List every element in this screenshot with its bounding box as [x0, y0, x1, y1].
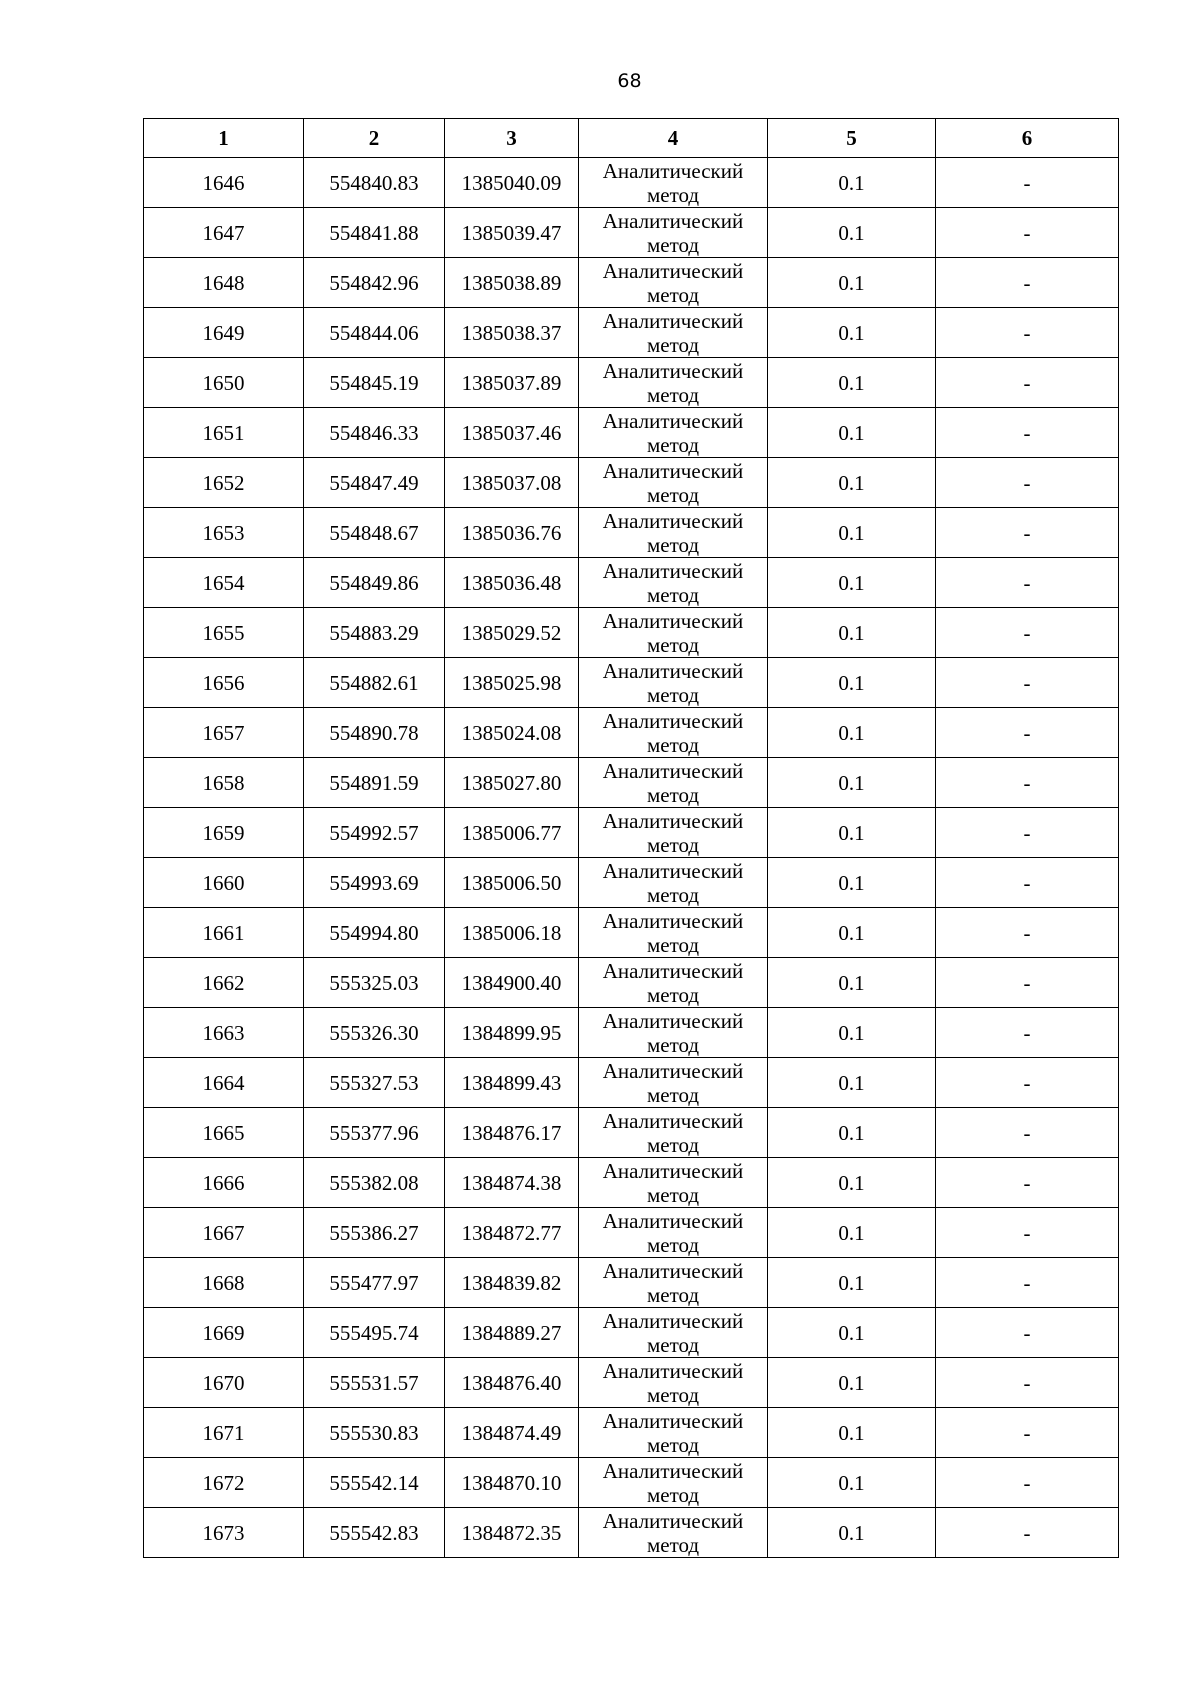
- coordinate-y-cell: 1385037.46: [445, 408, 579, 458]
- coordinate-x-cell: 555531.57: [304, 1358, 445, 1408]
- method-line-2: метод: [646, 882, 700, 907]
- accuracy-cell: 0.1: [768, 1308, 936, 1358]
- point-number-cell: 1665: [144, 1108, 304, 1158]
- method-cell: [579, 1508, 768, 1558]
- coordinate-x-cell: 555326.30: [304, 1008, 445, 1058]
- method-line-1: Аналитический: [602, 1508, 744, 1533]
- accuracy-cell: 0.1: [768, 308, 936, 358]
- method-cell: [579, 1108, 768, 1158]
- method-line-2: метод: [646, 182, 700, 207]
- point-number-cell: 1673: [144, 1508, 304, 1558]
- method-cell: [579, 558, 768, 608]
- method-line-2: метод: [646, 282, 700, 307]
- method-line-1: Аналитический: [602, 1058, 744, 1083]
- header-col-1: 1: [144, 119, 304, 158]
- accuracy-cell: 0.1: [768, 808, 936, 858]
- method-line-1: Аналитический: [602, 1008, 744, 1033]
- accuracy-cell: 0.1: [768, 208, 936, 258]
- point-number-cell: 1650: [144, 358, 304, 408]
- table-row: [144, 408, 1119, 458]
- table-row: [144, 608, 1119, 658]
- coordinate-y-cell: 1384839.82: [445, 1258, 579, 1308]
- method-line-1: Аналитический: [602, 708, 744, 733]
- header-col-4: 4: [579, 119, 768, 158]
- point-number-cell: 1662: [144, 958, 304, 1008]
- point-number-cell: 1654: [144, 558, 304, 608]
- note-cell: -: [936, 208, 1119, 258]
- method-line-2: метод: [646, 482, 700, 507]
- method-cell: [579, 808, 768, 858]
- table-row: [144, 758, 1119, 808]
- note-cell: -: [936, 958, 1119, 1008]
- method-cell: [579, 1458, 768, 1508]
- table-row: [144, 208, 1119, 258]
- accuracy-cell: 0.1: [768, 1108, 936, 1158]
- point-number-cell: 1653: [144, 508, 304, 558]
- accuracy-cell: 0.1: [768, 1358, 936, 1408]
- method-line-2: метод: [646, 232, 700, 257]
- coordinate-y-cell: 1384874.49: [445, 1408, 579, 1458]
- method-cell: [579, 458, 768, 508]
- coordinate-x-cell: 554840.83: [304, 158, 445, 208]
- table-row: [144, 258, 1119, 308]
- accuracy-cell: 0.1: [768, 258, 936, 308]
- table-row: [144, 1008, 1119, 1058]
- coordinate-x-cell: 554846.33: [304, 408, 445, 458]
- accuracy-cell: 0.1: [768, 708, 936, 758]
- coordinate-x-cell: 554847.49: [304, 458, 445, 508]
- point-number-cell: 1668: [144, 1258, 304, 1308]
- coordinate-x-cell: 554841.88: [304, 208, 445, 258]
- accuracy-cell: 0.1: [768, 1508, 936, 1558]
- method-line-2: метод: [646, 432, 700, 457]
- method-line-2: метод: [646, 1282, 700, 1307]
- method-cell: [579, 158, 768, 208]
- coordinate-y-cell: 1385025.98: [445, 658, 579, 708]
- note-cell: -: [936, 1058, 1119, 1108]
- method-cell: [579, 958, 768, 1008]
- point-number-cell: 1647: [144, 208, 304, 258]
- method-cell: [579, 308, 768, 358]
- coordinate-y-cell: 1385006.77: [445, 808, 579, 858]
- header-col-6: 6: [936, 119, 1119, 158]
- accuracy-cell: 0.1: [768, 1458, 936, 1508]
- table-row: [144, 1508, 1119, 1558]
- method-line-1: Аналитический: [602, 408, 744, 433]
- coordinate-y-cell: 1384874.38: [445, 1158, 579, 1208]
- point-number-cell: 1659: [144, 808, 304, 858]
- method-cell: [579, 1308, 768, 1358]
- coordinate-x-cell: 554891.59: [304, 758, 445, 808]
- table-row: [144, 1258, 1119, 1308]
- method-line-2: метод: [646, 582, 700, 607]
- note-cell: -: [936, 158, 1119, 208]
- method-line-2: метод: [646, 732, 700, 757]
- coordinate-x-cell: 554845.19: [304, 358, 445, 408]
- method-line-2: метод: [646, 982, 700, 1007]
- method-line-1: Аналитический: [602, 1308, 744, 1333]
- coordinate-x-cell: 555327.53: [304, 1058, 445, 1108]
- method-line-1: Аналитический: [602, 1408, 744, 1433]
- coordinate-x-cell: 555542.83: [304, 1508, 445, 1558]
- method-line-1: Аналитический: [602, 858, 744, 883]
- method-line-1: Аналитический: [602, 658, 744, 683]
- method-line-2: метод: [646, 1182, 700, 1207]
- table-row: [144, 1058, 1119, 1108]
- accuracy-cell: 0.1: [768, 1208, 936, 1258]
- point-number-cell: 1669: [144, 1308, 304, 1358]
- method-line-2: метод: [646, 1132, 700, 1157]
- method-cell: [579, 208, 768, 258]
- point-number-cell: 1664: [144, 1058, 304, 1108]
- coordinate-y-cell: 1384872.35: [445, 1508, 579, 1558]
- coordinates-table: [143, 118, 1119, 1558]
- coordinate-y-cell: 1385039.47: [445, 208, 579, 258]
- table-row: [144, 958, 1119, 1008]
- method-line-1: Аналитический: [602, 1458, 744, 1483]
- accuracy-cell: 0.1: [768, 858, 936, 908]
- accuracy-cell: 0.1: [768, 908, 936, 958]
- coordinate-x-cell: 554883.29: [304, 608, 445, 658]
- note-cell: -: [936, 408, 1119, 458]
- method-line-2: метод: [646, 832, 700, 857]
- method-line-1: Аналитический: [602, 608, 744, 633]
- coordinate-x-cell: 554992.57: [304, 808, 445, 858]
- method-line-1: Аналитический: [602, 158, 744, 183]
- accuracy-cell: 0.1: [768, 1258, 936, 1308]
- note-cell: -: [936, 908, 1119, 958]
- table-row: [144, 1408, 1119, 1458]
- point-number-cell: 1672: [144, 1458, 304, 1508]
- coordinate-x-cell: 554993.69: [304, 858, 445, 908]
- table-row: [144, 1308, 1119, 1358]
- table-row: [144, 1458, 1119, 1508]
- point-number-cell: 1671: [144, 1408, 304, 1458]
- coordinate-y-cell: 1385006.50: [445, 858, 579, 908]
- coordinate-x-cell: 555377.96: [304, 1108, 445, 1158]
- method-line-1: Аналитический: [602, 958, 744, 983]
- point-number-cell: 1658: [144, 758, 304, 808]
- coordinate-y-cell: 1385037.08: [445, 458, 579, 508]
- point-number-cell: 1657: [144, 708, 304, 758]
- coordinate-y-cell: 1384876.17: [445, 1108, 579, 1158]
- accuracy-cell: 0.1: [768, 508, 936, 558]
- note-cell: -: [936, 1008, 1119, 1058]
- note-cell: -: [936, 1458, 1119, 1508]
- coordinate-y-cell: 1384899.43: [445, 1058, 579, 1108]
- coordinate-x-cell: 554882.61: [304, 658, 445, 708]
- note-cell: -: [936, 1158, 1119, 1208]
- point-number-cell: 1667: [144, 1208, 304, 1258]
- header-col-5: 5: [768, 119, 936, 158]
- table-row: [144, 308, 1119, 358]
- table-row: [144, 458, 1119, 508]
- method-cell: [579, 258, 768, 308]
- method-cell: [579, 1358, 768, 1408]
- coordinate-x-cell: 555382.08: [304, 1158, 445, 1208]
- point-number-cell: 1646: [144, 158, 304, 208]
- note-cell: -: [936, 808, 1119, 858]
- table-row: [144, 708, 1119, 758]
- table-row: [144, 1108, 1119, 1158]
- method-line-2: метод: [646, 1082, 700, 1107]
- table-body: [144, 158, 1119, 1558]
- note-cell: -: [936, 1108, 1119, 1158]
- accuracy-cell: 0.1: [768, 358, 936, 408]
- method-line-2: метод: [646, 1382, 700, 1407]
- point-number-cell: 1652: [144, 458, 304, 508]
- method-line-1: Аналитический: [602, 908, 744, 933]
- coordinate-y-cell: 1385038.37: [445, 308, 579, 358]
- method-cell: [579, 658, 768, 708]
- coordinate-y-cell: 1384876.40: [445, 1358, 579, 1408]
- table-row: [144, 658, 1119, 708]
- accuracy-cell: 0.1: [768, 408, 936, 458]
- method-line-2: метод: [646, 1332, 700, 1357]
- table-row: [144, 558, 1119, 608]
- table-row: [144, 358, 1119, 408]
- method-cell: [579, 408, 768, 458]
- method-line-2: метод: [646, 1032, 700, 1057]
- method-line-1: Аналитический: [602, 1258, 744, 1283]
- method-line-1: Аналитический: [602, 258, 744, 283]
- table-row: [144, 508, 1119, 558]
- accuracy-cell: 0.1: [768, 1408, 936, 1458]
- table-row: [144, 158, 1119, 208]
- note-cell: -: [936, 558, 1119, 608]
- method-line-1: Аналитический: [602, 808, 744, 833]
- note-cell: -: [936, 1408, 1119, 1458]
- coordinate-x-cell: 554849.86: [304, 558, 445, 608]
- method-line-1: Аналитический: [602, 1158, 744, 1183]
- point-number-cell: 1660: [144, 858, 304, 908]
- note-cell: -: [936, 1508, 1119, 1558]
- accuracy-cell: 0.1: [768, 158, 936, 208]
- accuracy-cell: 0.1: [768, 1058, 936, 1108]
- method-line-2: метод: [646, 632, 700, 657]
- point-number-cell: 1651: [144, 408, 304, 458]
- note-cell: -: [936, 1358, 1119, 1408]
- point-number-cell: 1649: [144, 308, 304, 358]
- method-cell: [579, 1058, 768, 1108]
- method-line-2: метод: [646, 382, 700, 407]
- point-number-cell: 1666: [144, 1158, 304, 1208]
- method-cell: [579, 1408, 768, 1458]
- coordinate-x-cell: 554842.96: [304, 258, 445, 308]
- note-cell: -: [936, 1308, 1119, 1358]
- coordinate-x-cell: 555495.74: [304, 1308, 445, 1358]
- accuracy-cell: 0.1: [768, 558, 936, 608]
- method-line-1: Аналитический: [602, 558, 744, 583]
- coordinate-y-cell: 1384899.95: [445, 1008, 579, 1058]
- table-row: [144, 908, 1119, 958]
- point-number-cell: 1648: [144, 258, 304, 308]
- method-line-2: метод: [646, 1432, 700, 1457]
- method-cell: [579, 1208, 768, 1258]
- header-col-3: 3: [445, 119, 579, 158]
- coordinate-y-cell: 1385024.08: [445, 708, 579, 758]
- table-row: [144, 1358, 1119, 1408]
- coordinate-y-cell: 1385027.80: [445, 758, 579, 808]
- method-cell: [579, 608, 768, 658]
- method-cell: [579, 1258, 768, 1308]
- table-row: [144, 858, 1119, 908]
- coordinate-y-cell: 1384900.40: [445, 958, 579, 1008]
- method-line-2: метод: [646, 782, 700, 807]
- coordinate-x-cell: 554848.67: [304, 508, 445, 558]
- table-row: [144, 1158, 1119, 1208]
- method-cell: [579, 508, 768, 558]
- coordinate-x-cell: 555325.03: [304, 958, 445, 1008]
- accuracy-cell: 0.1: [768, 658, 936, 708]
- point-number-cell: 1656: [144, 658, 304, 708]
- note-cell: -: [936, 508, 1119, 558]
- method-line-1: Аналитический: [602, 308, 744, 333]
- header-col-2: 2: [304, 119, 445, 158]
- coordinate-x-cell: 555542.14: [304, 1458, 445, 1508]
- note-cell: -: [936, 358, 1119, 408]
- note-cell: -: [936, 758, 1119, 808]
- point-number-cell: 1663: [144, 1008, 304, 1058]
- table-header-row: [144, 119, 1119, 158]
- method-line-2: метод: [646, 332, 700, 357]
- note-cell: -: [936, 858, 1119, 908]
- coordinate-x-cell: 555386.27: [304, 1208, 445, 1258]
- method-cell: [579, 1158, 768, 1208]
- method-line-2: метод: [646, 1482, 700, 1507]
- method-line-1: Аналитический: [602, 1208, 744, 1233]
- coordinate-x-cell: 555477.97: [304, 1258, 445, 1308]
- method-cell: [579, 358, 768, 408]
- coordinate-x-cell: 554844.06: [304, 308, 445, 358]
- coordinate-y-cell: 1385038.89: [445, 258, 579, 308]
- coordinate-y-cell: 1385037.89: [445, 358, 579, 408]
- method-line-1: Аналитический: [602, 758, 744, 783]
- accuracy-cell: 0.1: [768, 758, 936, 808]
- coordinate-y-cell: 1385036.48: [445, 558, 579, 608]
- note-cell: -: [936, 608, 1119, 658]
- method-line-1: Аналитический: [602, 1358, 744, 1383]
- table-row: [144, 1208, 1119, 1258]
- note-cell: -: [936, 658, 1119, 708]
- coordinate-x-cell: 555530.83: [304, 1408, 445, 1458]
- method-cell: [579, 858, 768, 908]
- coordinate-y-cell: 1385036.76: [445, 508, 579, 558]
- note-cell: -: [936, 1208, 1119, 1258]
- coordinate-x-cell: 554994.80: [304, 908, 445, 958]
- accuracy-cell: 0.1: [768, 958, 936, 1008]
- coordinate-y-cell: 1384889.27: [445, 1308, 579, 1358]
- coordinate-y-cell: 1385040.09: [445, 158, 579, 208]
- accuracy-cell: 0.1: [768, 608, 936, 658]
- note-cell: -: [936, 708, 1119, 758]
- accuracy-cell: 0.1: [768, 458, 936, 508]
- method-line-1: Аналитический: [602, 458, 744, 483]
- method-line-2: метод: [646, 682, 700, 707]
- method-line-2: метод: [646, 1532, 700, 1557]
- method-line-2: метод: [646, 932, 700, 957]
- coordinate-y-cell: 1384872.77: [445, 1208, 579, 1258]
- note-cell: -: [936, 1258, 1119, 1308]
- coordinate-y-cell: 1385029.52: [445, 608, 579, 658]
- table-row: [144, 808, 1119, 858]
- note-cell: -: [936, 258, 1119, 308]
- page-number: 68: [617, 70, 642, 92]
- point-number-cell: 1661: [144, 908, 304, 958]
- point-number-cell: 1655: [144, 608, 304, 658]
- method-line-1: Аналитический: [602, 358, 744, 383]
- method-line-2: метод: [646, 1232, 700, 1257]
- method-cell: [579, 758, 768, 808]
- note-cell: -: [936, 458, 1119, 508]
- method-cell: [579, 708, 768, 758]
- accuracy-cell: 0.1: [768, 1158, 936, 1208]
- method-line-2: метод: [646, 532, 700, 557]
- accuracy-cell: 0.1: [768, 1008, 936, 1058]
- coordinate-x-cell: 554890.78: [304, 708, 445, 758]
- method-cell: [579, 1008, 768, 1058]
- point-number-cell: 1670: [144, 1358, 304, 1408]
- method-line-1: Аналитический: [602, 1108, 744, 1133]
- method-line-1: Аналитический: [602, 208, 744, 233]
- method-cell: [579, 908, 768, 958]
- method-line-1: Аналитический: [602, 508, 744, 533]
- note-cell: -: [936, 308, 1119, 358]
- coordinate-y-cell: 1384870.10: [445, 1458, 579, 1508]
- coordinate-y-cell: 1385006.18: [445, 908, 579, 958]
